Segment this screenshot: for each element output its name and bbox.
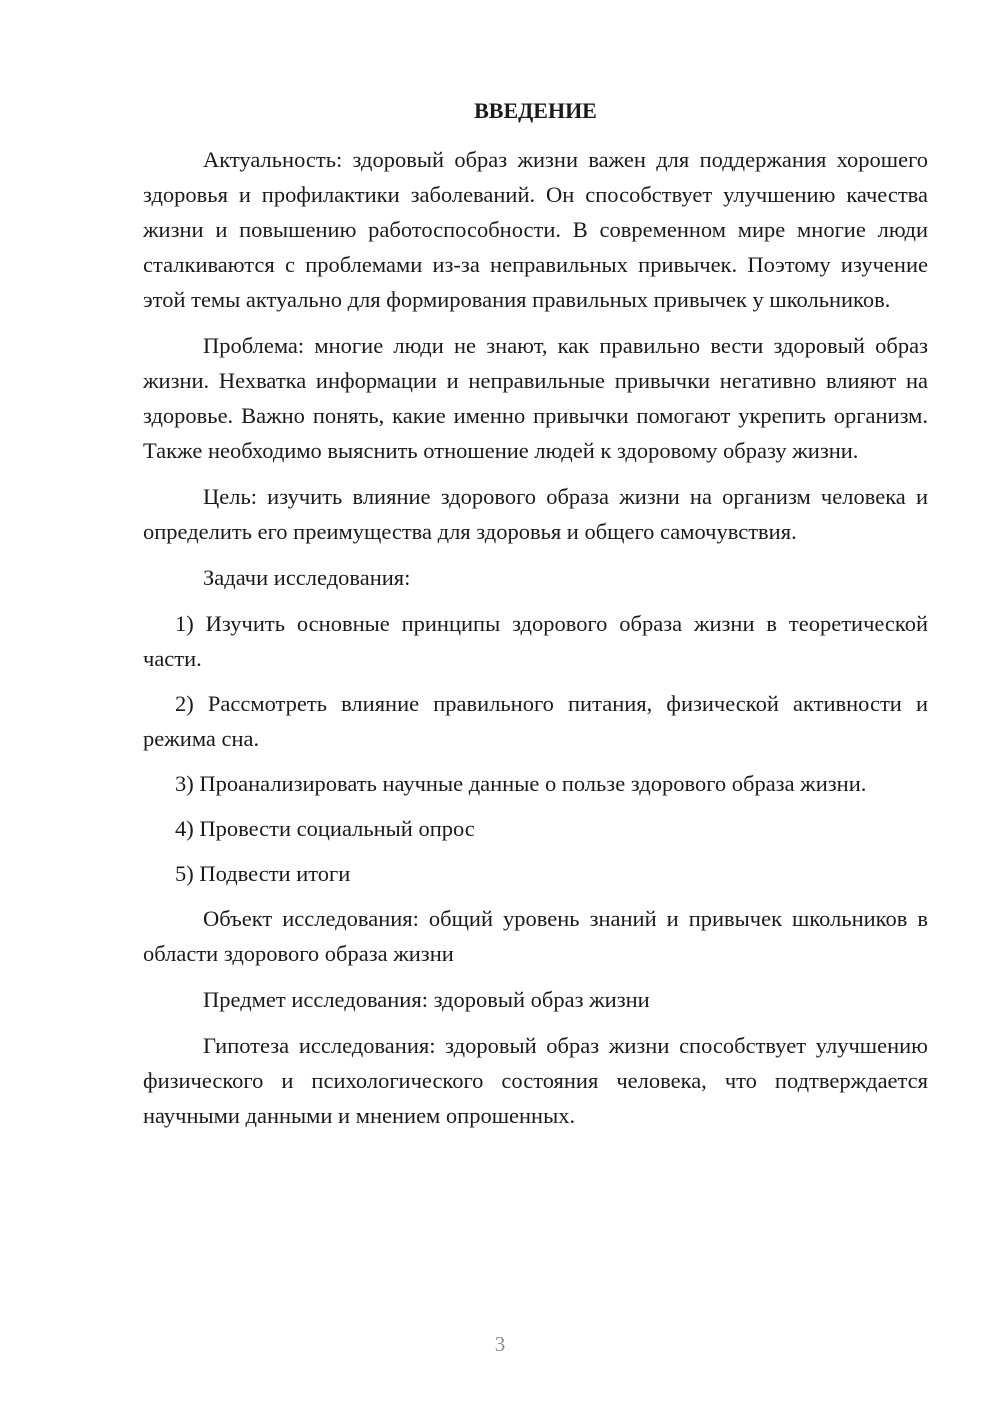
hypothesis-paragraph: Гипотеза исследования: здоровый образ жизни способствует улучшению физического и психологического состояния человека, что подтверждается научными данными и мнением опрошенных. bbox=[143, 1033, 928, 1128]
document-page bbox=[143, 96, 928, 1144]
subject-paragraph: Предмет исследования: здоровый образ жизни bbox=[203, 987, 650, 1012]
list-item: 5) Подвести итоги bbox=[175, 861, 351, 886]
object-paragraph: Объект исследования: общий уровень знаний и привычек школьников в области здорового образа жизни bbox=[143, 906, 928, 966]
list-item: 3) Проанализировать научные данные о пользе здорового образа жизни. bbox=[175, 771, 867, 796]
goal-paragraph: Цель: изучить влияние здорового образа жизни на организм человека и определить его преимущества для здоровья и общего самочувствия. bbox=[143, 484, 928, 544]
relevance-paragraph: Актуальность: здоровый образ жизни важен для поддержания хорошего здоровья и профилактики заболеваний. Он способствует улучшению качества жизни и повышению работоспособности. В современном мире многие люди сталкиваются с проблемами из-за неправильных привычек. Поэтому изучение этой темы актуально для формирования правильных привычек у школьников. bbox=[143, 147, 928, 312]
list-item: 1) Изучить основные принципы здорового образа жизни в теоретической части. bbox=[143, 611, 928, 671]
tasks-title: Задачи исследования: bbox=[203, 565, 411, 590]
problem-paragraph: Проблема: многие люди не знают, как правильно вести здоровый образ жизни. Нехватка информации и неправильные привычки негативно влияют на здоровье. Важно понять, какие именно привычки помогают укрепить организм. Также необходимо выяснить отношение людей к здоровому образу жизни. bbox=[143, 333, 928, 463]
list-item: 4) Провести социальный опрос bbox=[175, 816, 475, 841]
tasks-list bbox=[143, 606, 928, 891]
page-number: 3 bbox=[494, 1332, 506, 1356]
list-item: 2) Рассмотреть влияние правильного питания, физической активности и режима сна. bbox=[143, 691, 928, 751]
section-heading: ВВЕДЕНИЕ bbox=[474, 98, 597, 123]
